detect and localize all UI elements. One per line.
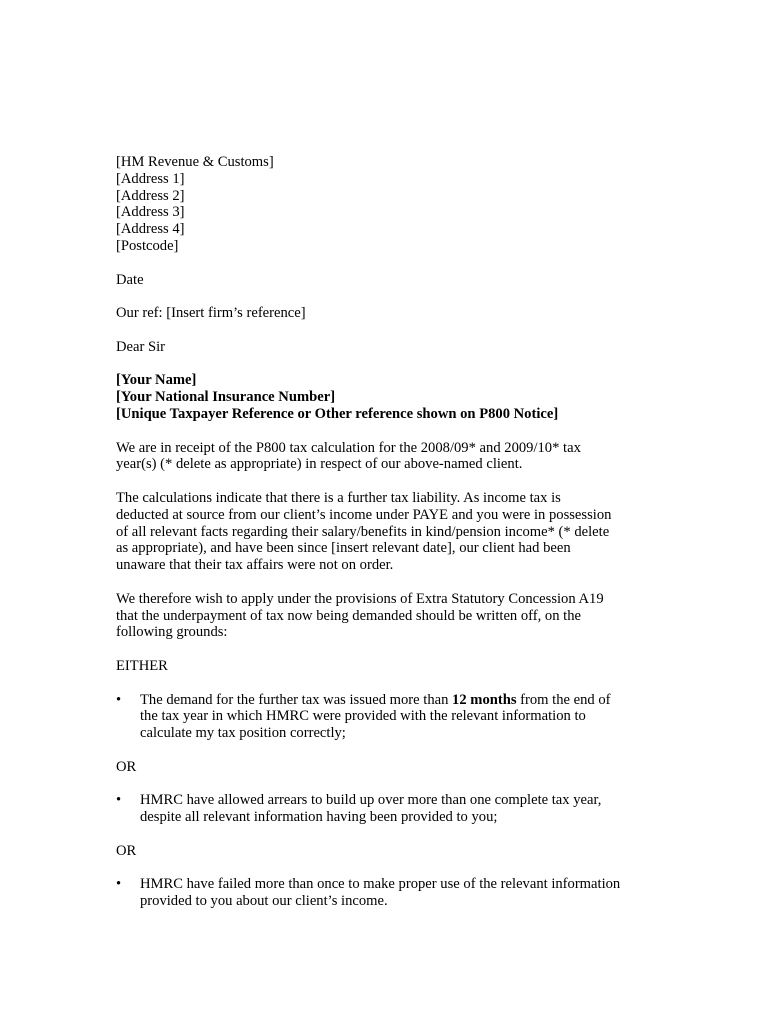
paragraph-receipt [116,440,656,474]
address-postcode: [Postcode] [116,237,179,254]
paragraph-calculations [116,490,656,574]
our-reference: Our ref: [Insert firm’s reference] [116,305,306,322]
bullet-line: calculate my tax position correctly; [140,725,346,742]
paragraph-line: of all relevant facts regarding their salary/benefits in kind/pension income* (* delete [116,523,610,540]
address-line-recipient: [HM Revenue & Customs] [116,154,274,170]
paragraph-line: The calculations indicate that there is a further tax liability. As income tax is [116,489,561,506]
subject-utr: [Unique Taxpayer Reference or Other reference shown on P800 Notice] [116,405,559,422]
salutation: Dear Sir [116,338,166,355]
or-label: OR [116,842,137,859]
bullet-bold-text: 12 months [452,691,517,708]
bullet-item-arrears [116,792,656,826]
recipient-address-block [116,154,656,255]
bullet-icon: • [116,792,122,809]
paragraph-line: unaware that their tax affairs were not on order. [116,557,394,574]
paragraph-concession [116,591,656,641]
subject-block [116,372,656,422]
paragraph-line: deducted at source from our client’s income under PAYE and you were in possession [116,506,612,523]
paragraph-line: We therefore wish to apply under the provisions of Extra Statutory Concession A19 [116,590,604,607]
bullet-line: despite all relevant information having been provided to you; [140,809,498,826]
bullet-icon: • [116,691,122,708]
bullet-line [140,692,656,709]
bullet-icon: • [116,876,122,893]
bullet-item-failed-use [116,876,656,910]
paragraph-line: as appropriate), and have been since [insert relevant date], our client had been [116,540,571,557]
subject-ni-number: [Your National Insurance Number] [116,389,336,406]
either-label: EITHER [116,657,168,674]
letter-body [116,154,656,910]
paragraph-line: year(s) (* delete as appropriate) in respect of our above-named client. [116,456,523,473]
address-line-1: [Address 1] [116,170,185,187]
address-line-2: [Address 2] [116,187,185,204]
bullet-line: HMRC have failed more than once to make proper use of the relevant information [140,876,621,893]
bullet-line: the tax year in which HMRC were provided with the relevant information to [140,708,586,725]
paragraph-line: We are in receipt of the P800 tax calculation for the 2008/09* and 2009/10* tax [116,439,581,456]
date-label: Date [116,271,144,288]
bullet-item-12-months [116,692,656,742]
subject-your-name: [Your Name] [116,372,197,389]
paragraph-line: that the underpayment of tax now being demanded should be written off, on the [116,607,581,624]
address-line-3: [Address 3] [116,204,185,221]
bullet-text: from the end of [516,691,611,708]
bullet-line: provided to you about our client’s income. [140,893,388,910]
bullet-line: HMRC have allowed arrears to build up over more than one complete tax year, [140,792,602,809]
paragraph-line: following grounds: [116,624,228,641]
address-line-4: [Address 4] [116,221,185,238]
or-label: OR [116,758,137,775]
bullet-text: The demand for the further tax was issued more than [140,691,453,708]
